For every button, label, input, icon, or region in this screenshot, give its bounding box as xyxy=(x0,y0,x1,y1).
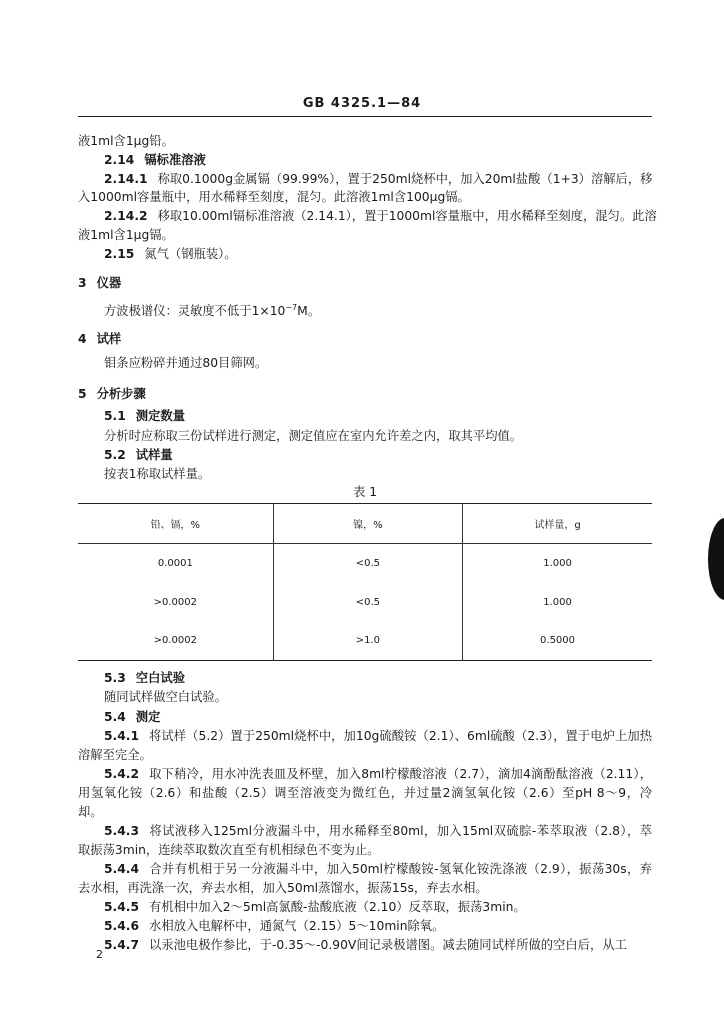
clause-5-4-4-line xyxy=(104,861,652,877)
header-rule xyxy=(78,116,652,117)
section-number: 3 xyxy=(78,276,87,290)
clause-number: 5.4.1 xyxy=(104,729,140,743)
section-number: 5 xyxy=(78,387,87,401)
clause-5-4-3-line xyxy=(104,823,652,839)
clause-5-4-7-line xyxy=(104,937,652,953)
clause-2-14-heading xyxy=(104,152,652,168)
clause-text: 取下稍冷，用水冲洗表皿及杯壁，加入8ml柠檬酸溶液（2.7），滴加4滴酚酞溶液（2.11）， xyxy=(149,767,652,781)
exponent: −7 xyxy=(285,303,298,312)
section-title: 仪器 xyxy=(96,276,122,290)
clause-2-14-2-line xyxy=(104,208,657,224)
table-cell: 1.000 xyxy=(463,583,652,622)
section-4-text: 钼条应粉碎并通过80目筛网。 xyxy=(104,356,268,370)
clause-number: 5.4.5 xyxy=(104,900,140,914)
clause-5-4-2-line xyxy=(104,766,652,782)
clause-5-4-5-line xyxy=(104,899,652,915)
table-row xyxy=(78,583,652,622)
clause-number: 5.4.2 xyxy=(104,767,140,781)
table-row xyxy=(78,544,652,583)
clause-2-14-1-line xyxy=(104,171,652,187)
table-cell: 0.0001 xyxy=(157,557,193,569)
clause-title: 试样量 xyxy=(135,448,173,462)
clause-number: 5.4.6 xyxy=(104,919,140,933)
section-5-heading xyxy=(78,386,652,402)
clause-title: 测定 xyxy=(135,710,161,724)
standard-header: GB 4325.1—84 xyxy=(302,96,422,111)
text-line: 取振荡3min，连续萃取数次直至有机相绿色不变为止。 xyxy=(78,843,380,857)
clause-text: 将试液移入125ml分液漏斗中，用水稀释至80ml，加入15ml双硫腙-苯萃取液（2.8），萃 xyxy=(149,824,652,838)
sample-mass-table xyxy=(78,503,652,661)
clause-number: 2.14.1 xyxy=(104,172,148,186)
table-cell: <0.5 xyxy=(273,544,462,583)
table-header-cell: 镍，% xyxy=(273,504,462,544)
clause-text: 称取0.1000g金属镉（99.99%），置于250ml烧杯中，加入20ml盐酸（1+3）溶解后，移 xyxy=(157,172,653,186)
clause-5-4-1-line xyxy=(104,728,652,744)
clause-number: 5.1 xyxy=(104,409,126,423)
clause-text: 水相放入电解杯中，通氮气（2.15）5～10min除氧。 xyxy=(149,919,445,933)
clause-number: 2.14.2 xyxy=(104,209,148,223)
table-cell: >1.0 xyxy=(273,622,462,661)
clause-number: 5.2 xyxy=(104,448,126,462)
text-line: 溶解至完全。 xyxy=(78,748,152,762)
clause-number: 5.3 xyxy=(104,671,126,685)
clause-5-3-text: 随同试样做空白试验。 xyxy=(104,690,227,704)
clause-5-4-heading xyxy=(104,709,652,725)
clause-text: 将试样（5.2）置于250ml烧杯中，加10g硫酸铵（2.1）、6ml硫酸（2.3），置于电炉上加热 xyxy=(149,729,652,743)
text-part: 方波极谱仪：灵敏度不低于1×10 xyxy=(104,304,286,319)
clause-text: 有机相中加入2～5ml高氯酸-盐酸底液（2.10）反萃取，振荡3min。 xyxy=(149,900,526,914)
text-line: 液1ml含1μg镉。 xyxy=(78,228,174,242)
table-cell: 0.5000 xyxy=(463,622,652,661)
table-cell: >0.0002 xyxy=(78,622,273,661)
section-title: 分析步骤 xyxy=(96,387,146,401)
text-part: M。 xyxy=(297,304,321,319)
clause-2-15-line xyxy=(104,246,652,262)
clause-5-2-heading xyxy=(104,447,652,463)
text-line: 却。 xyxy=(78,805,103,819)
clause-5-1-text: 分析时应称取三份试样进行测定，测定值应在室内允许差之内，取其平均值。 xyxy=(104,429,523,443)
clause-text: 合并有机相于另一分液漏斗中，加入50ml柠檬酸铵-氢氧化铵洗涤液（2.9），振荡30s，弃 xyxy=(149,862,652,876)
clause-number: 5.4.4 xyxy=(104,862,140,876)
clause-text: 以汞池电极作参比，于-0.35～-0.90V间记录极谱图。减去随同试样所做的空白后，从工 xyxy=(149,938,627,952)
clause-text: 氮气（钢瓶装）。 xyxy=(144,247,237,261)
clause-5-4-6-line xyxy=(104,918,652,934)
clause-title: 测定数量 xyxy=(135,409,185,423)
clause-text: 移取10.00ml镉标准溶液（2.14.1），置于1000ml容量瓶中，用水稀释至刻度，混匀。此溶 xyxy=(157,209,657,223)
clause-number: 5.4.3 xyxy=(104,824,140,838)
table-row xyxy=(78,622,652,661)
scan-artifact xyxy=(708,518,724,600)
page-number: 2 xyxy=(96,948,103,961)
clause-5-3-heading xyxy=(104,670,652,686)
table-header-cell: 试样量，g xyxy=(463,504,652,544)
section-3-text xyxy=(104,300,652,319)
table-cell: <0.5 xyxy=(273,583,462,622)
table-header-row xyxy=(78,504,652,544)
clause-number: 5.4.7 xyxy=(104,938,140,952)
table-cell: >0.0002 xyxy=(153,596,198,608)
text-line: 去水相，再洗涤一次，弃去水相，加入50ml蒸馏水，振荡15s，弃去水相。 xyxy=(78,881,488,895)
clause-number: 5.4 xyxy=(104,710,126,724)
section-3-heading xyxy=(78,275,652,291)
section-title: 试样 xyxy=(96,332,122,346)
table-header-cell: 铅、镉，% xyxy=(78,504,273,544)
text-line: 用氢氧化铵（2.6）和盐酸（2.5）调至溶液变为微红色，并过量2滴氢氧化铵（2.6）至pH 8～9，冷 xyxy=(78,786,652,800)
clause-title: 空白试验 xyxy=(135,671,185,685)
clause-number: 2.15 xyxy=(104,247,135,261)
section-4-heading xyxy=(78,331,652,347)
clause-title: 镉标准溶液 xyxy=(144,153,206,167)
table-caption: 表 1 xyxy=(352,485,378,499)
clause-5-1-heading xyxy=(104,408,652,424)
text-line: 液1ml含1μg铅。 xyxy=(78,134,174,148)
clause-number: 2.14 xyxy=(104,153,135,167)
section-number: 4 xyxy=(78,332,87,346)
text-line: 入1000ml容量瓶中，用水稀释至刻度，混匀。此溶液1ml含100μg镉。 xyxy=(78,190,470,204)
clause-5-2-text: 按表1称取试样量。 xyxy=(104,467,211,481)
table-cell: 1.000 xyxy=(463,544,652,583)
